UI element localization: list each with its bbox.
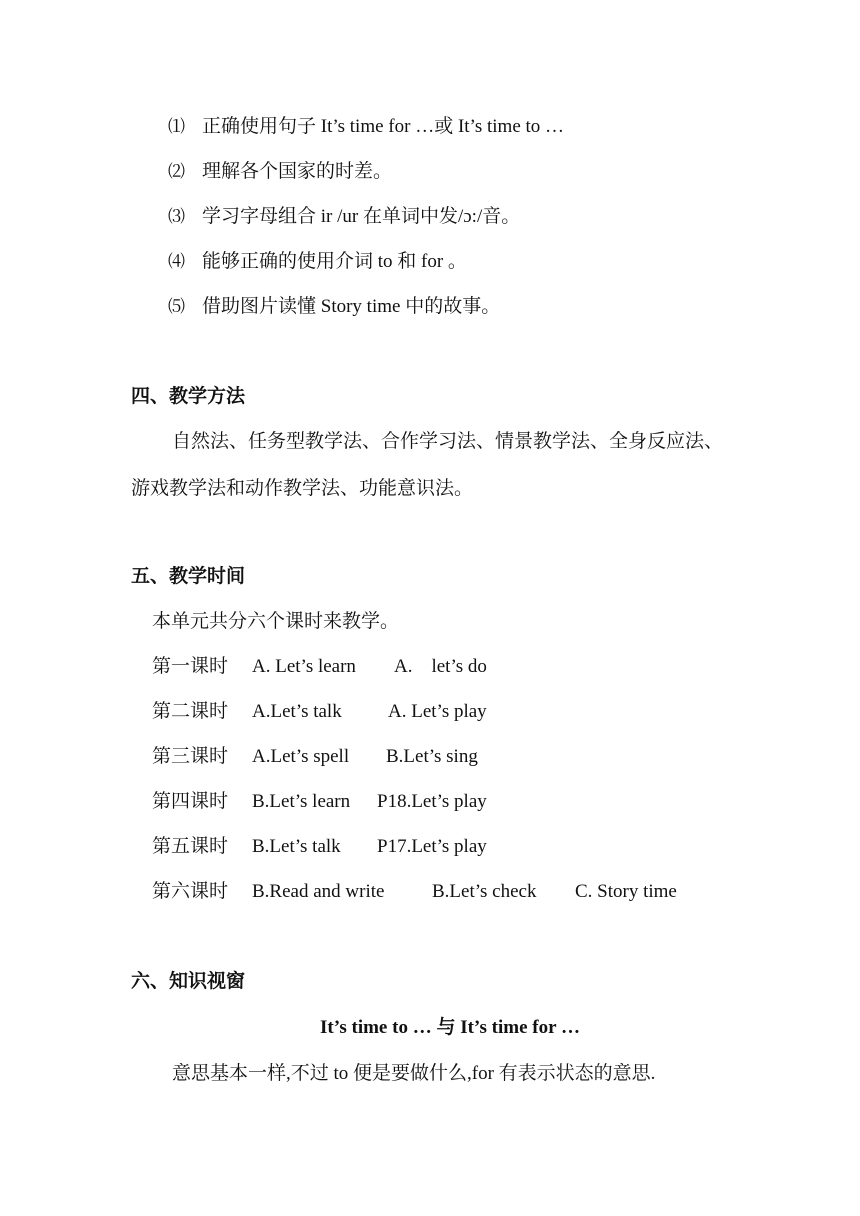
objective-text: 学习字母组合 ir /ur 在单词中发/ɔ:/音。	[202, 206, 521, 227]
lesson-item: A.Let’s talk	[252, 701, 342, 722]
section-heading-teaching-methods: 四、教学方法	[131, 386, 246, 407]
lesson-label: 第二课时	[152, 701, 229, 722]
lesson-item: C. Story time	[575, 881, 677, 902]
lesson-item: A. Let’s learn	[252, 656, 356, 677]
lesson-item: B.Read and write	[252, 881, 385, 902]
section-heading-teaching-time: 五、教学时间	[131, 566, 246, 587]
lesson-item: B.Let’s talk	[252, 836, 341, 857]
objective-number: ⑸	[168, 297, 185, 316]
lesson-row	[152, 879, 752, 905]
objective-item	[168, 204, 520, 230]
objective-text: 理解各个国家的时差。	[202, 161, 393, 182]
lesson-label: 第五课时	[152, 836, 229, 857]
lesson-label: 第一课时	[152, 656, 229, 677]
lesson-item: A.Let’s spell	[252, 746, 350, 767]
objective-number: ⑶	[168, 207, 185, 226]
lesson-row	[152, 744, 752, 770]
lesson-item: B.Let’s sing	[386, 746, 478, 767]
objective-number: ⑵	[168, 162, 185, 181]
lesson-row	[152, 789, 752, 815]
knowledge-subtitle: It’s time to … 与 It’s time for …	[320, 1017, 580, 1038]
lesson-item: B.Let’s learn	[252, 791, 351, 812]
objective-number: ⑴	[168, 117, 185, 136]
lesson-item: P18.Let’s play	[377, 791, 487, 812]
objective-text: 正确使用句子 It’s time for …或 It’s time to …	[202, 116, 565, 137]
methods-paragraph-line: 游戏教学法和动作教学法、功能意识法。	[131, 478, 474, 499]
lesson-item: B.Let’s check	[432, 881, 537, 902]
objective-text: 借助图片读懂 Story time 中的故事。	[202, 296, 501, 317]
lesson-item: P17.Let’s play	[377, 836, 487, 857]
objective-number: ⑷	[168, 252, 185, 271]
lesson-item: A. let’s do	[394, 656, 487, 677]
objective-item	[168, 294, 500, 320]
objective-text: 能够正确的使用介词 to 和 for 。	[202, 251, 467, 272]
lesson-label: 第三课时	[152, 746, 229, 767]
lesson-row	[152, 699, 752, 725]
lesson-label: 第六课时	[152, 881, 229, 902]
lesson-row	[152, 834, 752, 860]
objective-item	[168, 114, 564, 140]
section-heading-knowledge-window: 六、知识视窗	[131, 971, 246, 992]
knowledge-body: 意思基本一样,不过 to 便是要做什么,for 有表示状态的意思.	[172, 1063, 656, 1084]
lesson-intro: 本单元共分六个课时来教学。	[152, 611, 400, 632]
lesson-row	[152, 654, 752, 680]
lesson-item: A. Let’s play	[388, 701, 487, 722]
objective-item	[168, 249, 467, 275]
objective-item	[168, 159, 392, 185]
lesson-label: 第四课时	[152, 791, 229, 812]
methods-paragraph-line: 自然法、任务型教学法、合作学习法、情景教学法、全身反应法、	[172, 431, 724, 452]
